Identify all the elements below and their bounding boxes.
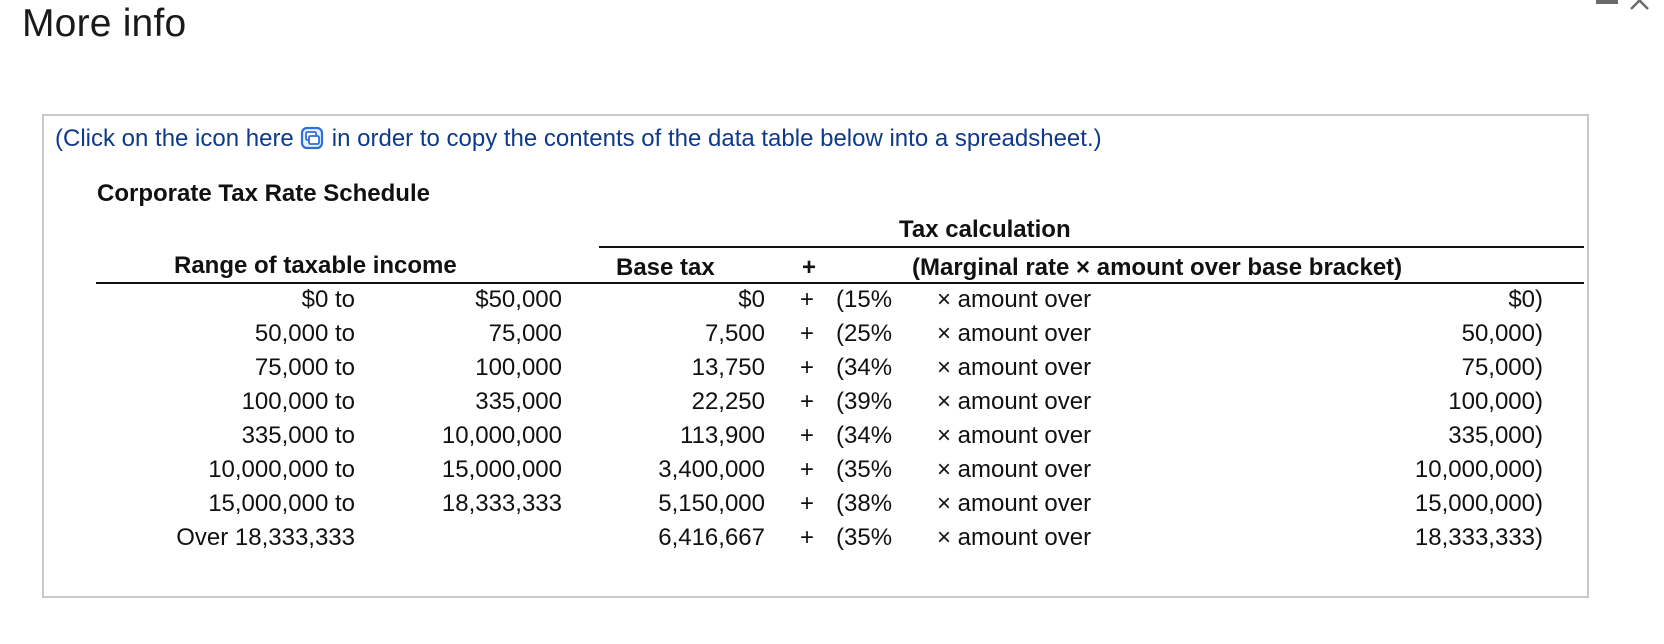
table-row [44, 354, 1587, 388]
table-row [44, 456, 1587, 490]
close-icon [1628, 0, 1658, 14]
header-divider-bottom [96, 282, 1584, 284]
base-bracket-cell: 100,000) [1448, 388, 1543, 415]
income-from-cell: 50,000 to [254, 320, 355, 347]
marginal-rate-cell: (39% [836, 388, 893, 415]
income-from-cell: 15,000,000 to [208, 490, 355, 517]
marginal-rate-cell: (34% [836, 354, 893, 381]
marginal-rate-cell: (35% [836, 524, 893, 551]
header-tax-calculation: Tax calculation [899, 216, 1071, 243]
income-to-cell: $50,000 [475, 286, 562, 313]
amount-over-cell: × amount over [937, 354, 1092, 381]
income-from-cell: 100,000 to [241, 388, 355, 415]
base-bracket-cell: 75,000) [1461, 354, 1543, 381]
base-bracket-cell: 335,000) [1448, 422, 1543, 449]
amount-over-cell: × amount over [937, 490, 1092, 517]
base-bracket-cell: 10,000,000) [1414, 456, 1543, 483]
base-bracket-cell: 15,000,000) [1414, 490, 1543, 517]
plus-sign-cell: + [800, 286, 815, 313]
plus-sign-cell: + [800, 456, 815, 483]
amount-over-cell: × amount over [937, 388, 1092, 415]
base-tax-cell: 13,750 [691, 354, 765, 381]
base-tax-cell: 7,500 [704, 320, 765, 347]
window-controls [1590, 0, 1664, 20]
income-to-cell: 18,333,333 [441, 490, 562, 517]
header-plus: + [802, 254, 817, 281]
plus-sign-cell: + [800, 320, 815, 347]
income-to-cell: 100,000 [475, 354, 562, 381]
table-row [44, 524, 1587, 558]
plus-sign-cell: + [800, 422, 815, 449]
base-bracket-cell: 50,000) [1461, 320, 1543, 347]
amount-over-cell: × amount over [937, 524, 1092, 551]
plus-sign-cell: + [800, 524, 815, 551]
income-from-cell: 75,000 to [254, 354, 355, 381]
marginal-rate-cell: (25% [836, 320, 893, 347]
income-from-cell: $0 to [301, 286, 355, 313]
amount-over-cell: × amount over [937, 456, 1092, 483]
base-tax-cell: 5,150,000 [658, 490, 765, 517]
table-row [44, 422, 1587, 456]
header-base-tax: Base tax [616, 254, 715, 281]
income-to-cell: 10,000,000 [441, 422, 562, 449]
base-tax-cell: 6,416,667 [658, 524, 765, 551]
table-title: Corporate Tax Rate Schedule [97, 180, 430, 207]
income-to-cell: 75,000 [488, 320, 562, 347]
header-marginal-rate: (Marginal rate × amount over base bracket) [912, 254, 1403, 281]
income-from-cell: 335,000 to [241, 422, 355, 449]
income-to-cell: 15,000,000 [441, 456, 562, 483]
copy-to-spreadsheet-icon[interactable] [300, 126, 324, 150]
table-row [44, 388, 1587, 422]
copy-instruction [55, 125, 1102, 153]
header-range-of-taxable-income: Range of taxable income [174, 252, 457, 279]
base-tax-cell: 113,900 [680, 422, 765, 449]
dialog-title: More info [22, 2, 187, 45]
marginal-rate-cell: (35% [836, 456, 893, 483]
close-button[interactable] [1628, 0, 1658, 14]
marginal-rate-cell: (34% [836, 422, 893, 449]
base-tax-cell: 22,250 [691, 388, 765, 415]
plus-sign-cell: + [800, 490, 815, 517]
minimize-button[interactable] [1590, 0, 1622, 12]
base-tax-cell: $0 [738, 286, 765, 313]
instruction-text-after: in order to copy the contents of the data table below into a spreadsheet.) [331, 125, 1102, 152]
table-row [44, 320, 1587, 354]
table-row [44, 286, 1587, 320]
amount-over-cell: × amount over [937, 422, 1092, 449]
data-table-panel [42, 114, 1589, 598]
base-bracket-cell: $0) [1508, 286, 1543, 313]
marginal-rate-cell: (15% [836, 286, 893, 313]
plus-sign-cell: + [800, 354, 815, 381]
plus-sign-cell: + [800, 388, 815, 415]
amount-over-cell: × amount over [937, 286, 1092, 313]
marginal-rate-cell: (38% [836, 490, 893, 517]
income-to-cell: 335,000 [475, 388, 562, 415]
amount-over-cell: × amount over [937, 320, 1092, 347]
header-divider-top [599, 246, 1584, 248]
minimize-icon [1596, 0, 1618, 4]
income-from-cell: 10,000,000 to [208, 456, 355, 483]
instruction-text-before: (Click on the icon here [55, 125, 294, 152]
base-tax-cell: 3,400,000 [658, 456, 765, 483]
income-from-cell: Over 18,333,333 [176, 524, 355, 551]
table-row [44, 490, 1587, 524]
base-bracket-cell: 18,333,333) [1414, 524, 1543, 551]
